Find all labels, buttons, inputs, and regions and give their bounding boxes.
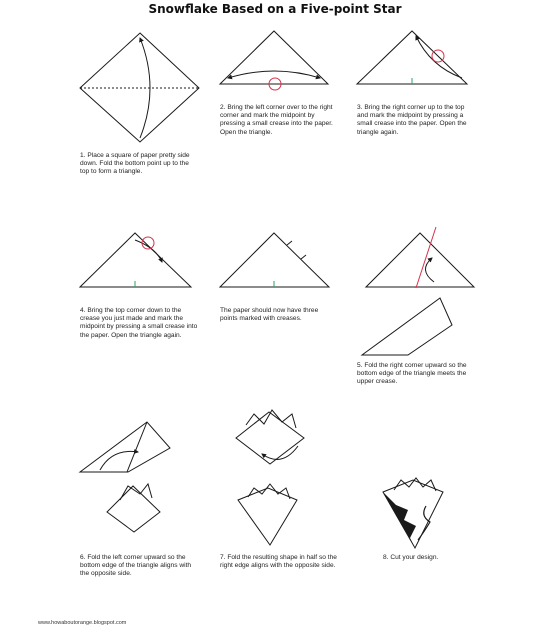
step5-fold-arrow — [425, 258, 434, 282]
step2-label: 2. Bring the left corner over to the right corner and mark the midpoint by pressing a small crease into the paper. Open the triangle. — [220, 104, 333, 136]
step5-diagram — [362, 227, 474, 355]
step8-points — [394, 478, 436, 491]
creased-triangle-label: The paper should now have three points marked with creases. — [220, 307, 319, 323]
step3-triangle — [357, 31, 467, 84]
step3-label: 3. Bring the right corner up to the top and mark the midpoint by pressing a small crease into the paper. Open the triangle again. — [357, 104, 467, 136]
step4-highlight — [142, 237, 154, 249]
footer-url: www.howaboutorange.blogspot.com — [38, 620, 127, 626]
step7-diagram — [236, 410, 304, 545]
step4-diagram — [80, 233, 191, 287]
step4-label: 4. Bring the top corner down to the crease you just made and mark the midpoint by pressing a small crease into the paper. Open the triangle again. — [80, 307, 198, 339]
step7-label: 7. Fold the resulting shape in half so the right edge aligns with the opposite side. — [220, 554, 337, 570]
step6-result — [107, 486, 160, 532]
step1-label: 1. Place a square of paper pretty side down. Fold the bottom point up to the top to form a triangle. — [80, 152, 190, 176]
step6-label: 6. Fold the left corner upward so the bottom edge of the triangle aligns with the opposite side. — [80, 554, 192, 578]
step8-shape — [383, 480, 443, 548]
crease-mark-upper — [287, 241, 292, 245]
step7-points — [246, 410, 296, 428]
step1-diagram — [80, 33, 199, 142]
step5-fold-line — [416, 227, 436, 288]
step2-diagram — [220, 31, 328, 90]
step4-triangle — [80, 233, 191, 287]
creased-triangle — [220, 233, 329, 287]
step8-cut-region — [383, 492, 416, 548]
step8-diagram — [383, 478, 443, 548]
step7-result-points — [248, 484, 290, 499]
step6-result-points — [120, 484, 152, 500]
step5-label: 5. Fold the right corner upward so the bottom edge of the triangle meets the upper crease. — [357, 362, 467, 386]
step2-fold-arrow — [228, 71, 320, 78]
creased-triangle-diagram — [220, 233, 329, 287]
step6-shape — [80, 422, 170, 472]
step8-label: 8. Cut your design. — [383, 554, 439, 561]
step4-fold-arrow — [135, 240, 162, 262]
step7-result — [238, 488, 297, 545]
step5-folded — [362, 298, 452, 355]
step3-diagram — [357, 31, 467, 84]
crease-mark-lower — [301, 255, 306, 259]
step5-triangle — [366, 233, 474, 287]
step6-fold-arrow — [100, 451, 138, 470]
step6-diagram — [80, 422, 170, 532]
page-title: Snowflake Based on a Five-point Star — [148, 2, 402, 16]
step8-cut-region-right — [418, 506, 430, 540]
step7-fold-arrow — [262, 446, 298, 459]
